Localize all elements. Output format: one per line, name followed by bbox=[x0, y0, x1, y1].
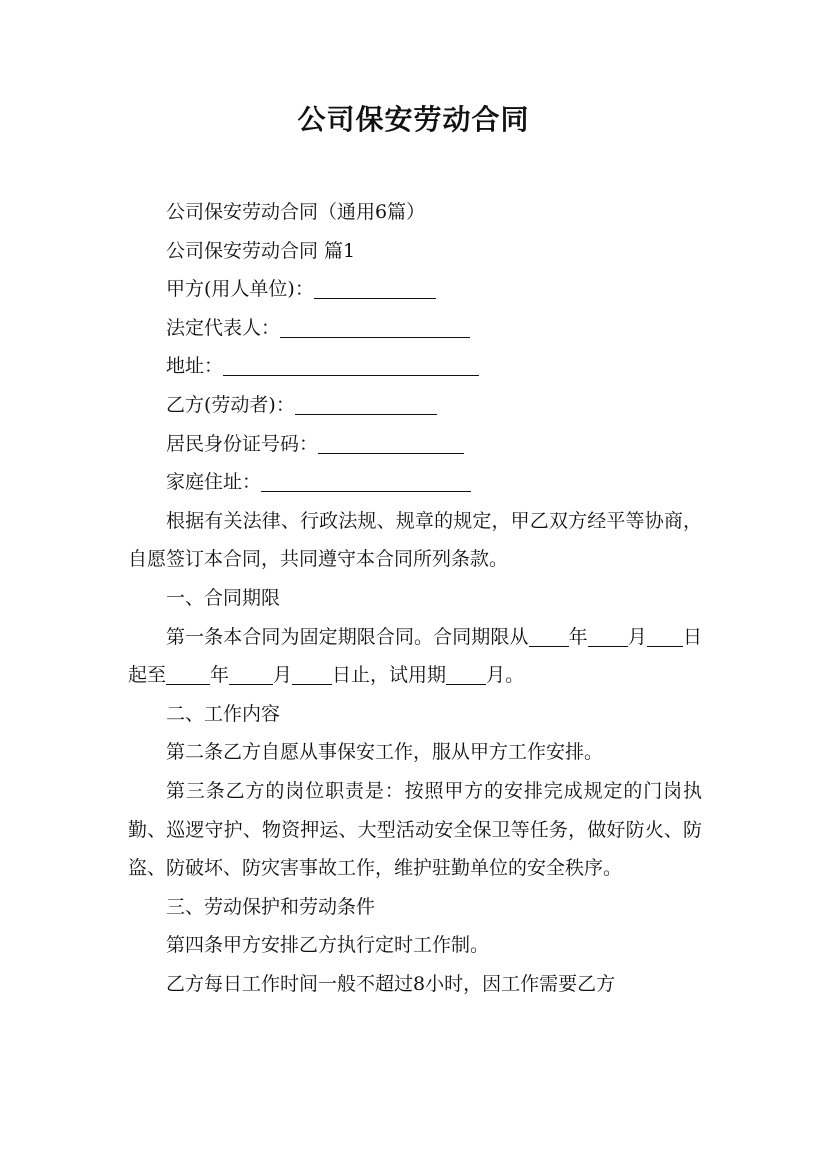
subtitle: 公司保安劳动合同（通用6篇） bbox=[166, 201, 426, 223]
legal-rep-label: 法定代表人： bbox=[166, 316, 281, 339]
id-number-label: 居民身份证号码： bbox=[166, 432, 319, 455]
home-address-label: 家庭住址： bbox=[166, 471, 262, 494]
year-label: 年 bbox=[568, 625, 588, 648]
end-month-blank bbox=[229, 665, 273, 685]
start-month-blank bbox=[588, 627, 628, 647]
article-2: 第二条乙方自愿从事保安工作，服从甲方工作安排。 bbox=[166, 741, 604, 764]
article-4-continued: 乙方每日工作时间一般不超过8小时，因工作需要乙方 bbox=[166, 972, 616, 995]
article-4: 第四条甲方安排乙方执行定时工作制。 bbox=[166, 934, 490, 957]
address-field bbox=[128, 347, 702, 386]
section-1-heading: 一、合同期限 bbox=[166, 586, 281, 609]
address-blank bbox=[223, 356, 479, 376]
party-b-field bbox=[128, 386, 702, 425]
party-b-label: 乙方(劳动者)： bbox=[166, 393, 295, 416]
month-label: 月 bbox=[273, 664, 293, 687]
home-address-blank bbox=[261, 472, 471, 492]
day-to-label: 日止，试用期 bbox=[332, 664, 447, 687]
document-body bbox=[128, 193, 702, 1003]
article-1-text: 第一条本合同为固定期限合同。合同期限从 bbox=[166, 625, 529, 648]
probation-blank bbox=[446, 665, 486, 685]
party-a-blank bbox=[314, 279, 436, 299]
party-a-field bbox=[128, 270, 702, 309]
legal-rep-blank bbox=[280, 318, 470, 338]
article-1 bbox=[128, 618, 702, 695]
party-a-label: 甲方(用人单位)： bbox=[166, 278, 314, 301]
section-2-heading: 二、工作内容 bbox=[166, 702, 281, 725]
month-end-label: 月。 bbox=[486, 664, 525, 687]
end-day-blank bbox=[292, 665, 332, 685]
day-from-label: 日起至 bbox=[128, 625, 702, 687]
intro-paragraph: 根据有关法律、行政法规、规章的规定，甲乙双方经平等协商，自愿签订本合同，共同遵守本合同所列条款。 bbox=[128, 509, 702, 571]
year-label: 年 bbox=[210, 664, 230, 687]
home-address-field bbox=[128, 463, 702, 502]
end-year-blank bbox=[166, 665, 210, 685]
id-number-blank bbox=[318, 434, 464, 454]
month-label: 月 bbox=[627, 625, 647, 648]
address-label: 地址： bbox=[166, 355, 224, 378]
start-year-blank bbox=[529, 627, 569, 647]
start-day-blank bbox=[647, 627, 683, 647]
id-number-field bbox=[128, 425, 702, 464]
section-3-heading: 三、劳动保护和劳动条件 bbox=[166, 895, 376, 918]
part-heading: 公司保安劳动合同 篇1 bbox=[166, 239, 356, 262]
legal-rep-field bbox=[128, 309, 702, 348]
party-b-blank bbox=[295, 395, 437, 415]
document-title: 公司保安劳动合同 bbox=[297, 103, 530, 136]
article-3: 第三条乙方的岗位职责是：按照甲方的安排完成规定的门岗执勤、巡逻守护、物资押运、大型活动安全保卫等任务，做好防火、防盗、防破坏、防灾害事故工作，维护驻勤单位的安全秩序。 bbox=[128, 779, 702, 880]
